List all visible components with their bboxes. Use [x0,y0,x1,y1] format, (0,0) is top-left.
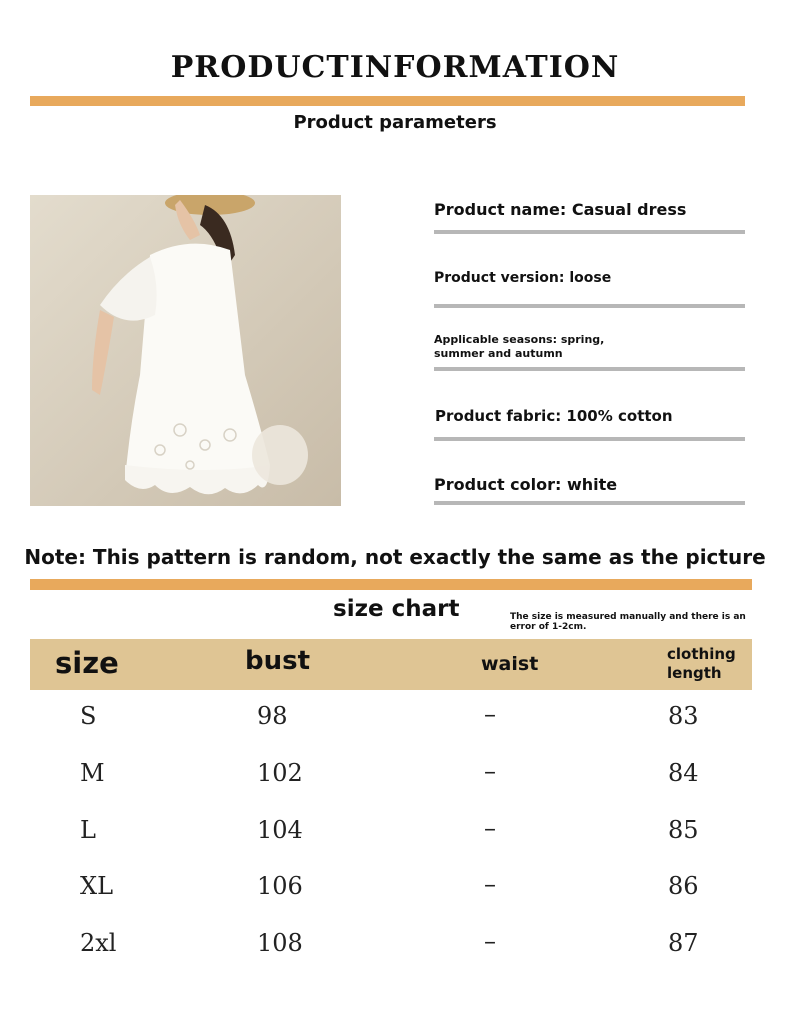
page-title: PRODUCTINFORMATION [170,50,620,85]
cell-bust: 98 [257,702,288,730]
cell-size: 2xl [80,929,117,957]
cell-waist: – [484,870,496,898]
cell-length: 84 [668,759,699,787]
measurement-note: The size is measured manually and there is an error of 1-2cm. [510,612,746,632]
pattern-note: Note: This pattern is random, not exactly the same as the picture [24,545,766,569]
header-bust: bust [245,646,311,676]
spec-divider [434,367,745,371]
title-divider [30,96,745,106]
spec-divider [434,437,745,441]
cell-size: S [80,702,97,730]
spec-divider [434,230,745,234]
cell-bust: 106 [257,872,303,900]
note-divider [30,579,752,590]
cell-bust: 108 [257,929,303,957]
section-title: Product parameters [293,112,497,133]
cell-waist: – [484,700,496,728]
spec-fabric: Product fabric: 100% cotton [435,407,673,425]
cell-length: 87 [668,929,699,957]
size-chart-title: size chart [333,596,460,622]
cell-length: 85 [668,816,699,844]
dress-illustration [30,195,341,506]
header-waist: waist [481,653,539,675]
spec-product-name: Product name: Casual dress [434,200,687,219]
spec-seasons: Applicable seasons: spring, summer and autumn [434,333,605,360]
cell-length: 83 [668,702,699,730]
cell-size: M [80,759,105,787]
cell-size: L [80,816,96,844]
product-photo [30,195,341,506]
cell-size: XL [80,872,114,900]
spec-product-version: Product version: loose [434,270,612,286]
cell-waist: – [484,814,496,842]
cell-bust: 104 [257,816,303,844]
size-table-header [30,639,752,690]
cell-length: 86 [668,872,699,900]
spec-color: Product color: white [434,475,618,494]
header-size: size [55,646,119,680]
header-clothing-length: clothing length [667,645,736,682]
cell-bust: 102 [257,759,303,787]
spec-divider [434,304,745,308]
cell-waist: – [484,757,496,785]
spec-divider [434,501,745,505]
cell-waist: – [484,927,496,955]
